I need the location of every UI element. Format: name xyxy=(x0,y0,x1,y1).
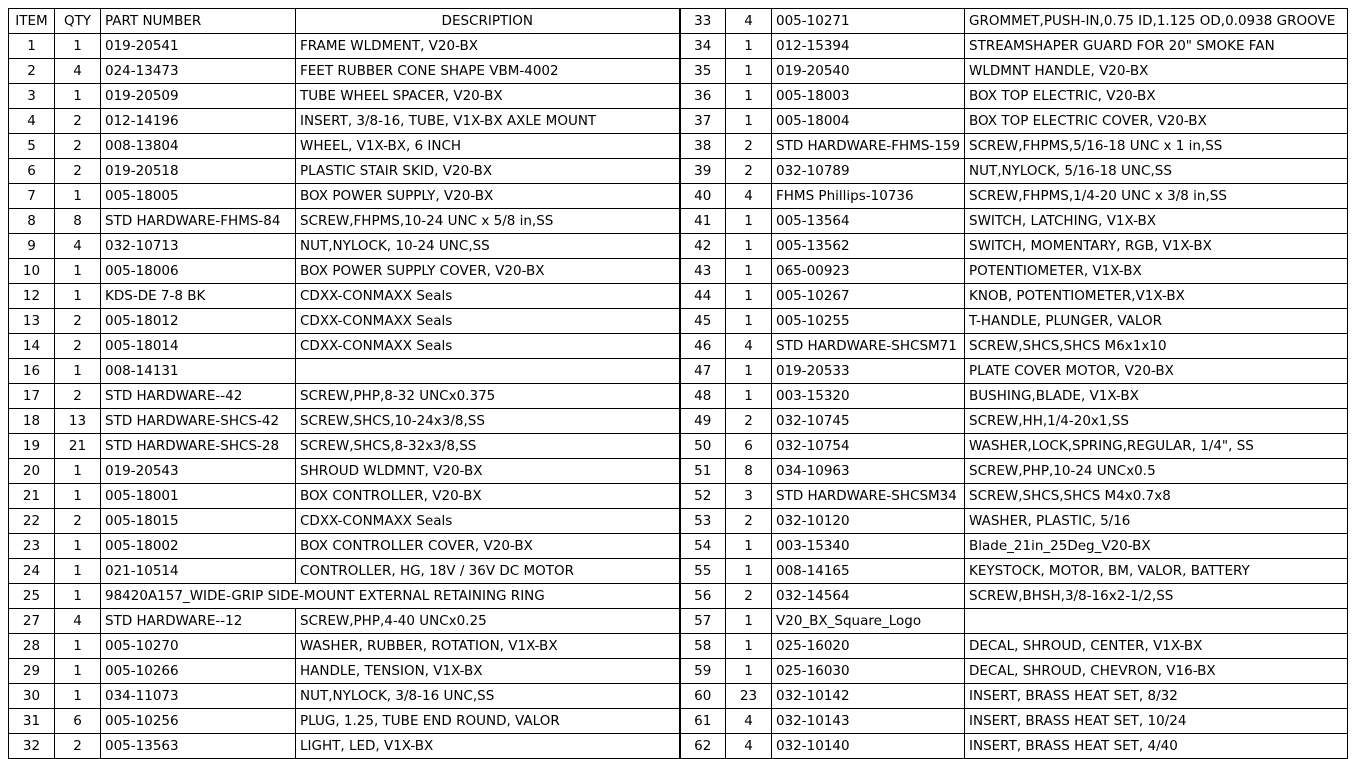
right-panel-qty: 4 xyxy=(726,9,772,34)
description-cell: INSERT, 3/8-16, TUBE, V1X-BX AXLE MOUNT xyxy=(296,109,680,134)
table-row xyxy=(9,309,1348,334)
description-cell xyxy=(296,359,680,384)
table-row xyxy=(9,84,1348,109)
description-cell: SCREW,PHP,10-24 UNCx0.5 xyxy=(965,459,1348,484)
description-cell: NUT,NYLOCK, 3/8-16 UNC,SS xyxy=(296,684,680,709)
description-cell: WHEEL, V1X-BX, 6 INCH xyxy=(296,134,680,159)
item-number-cell: 31 xyxy=(9,709,55,734)
table-row xyxy=(9,459,1348,484)
table-row xyxy=(9,159,1348,184)
item-number-cell: 21 xyxy=(9,484,55,509)
description-cell: T-HANDLE, PLUNGER, VALOR xyxy=(965,309,1348,334)
part-number-cell: 024-13473 xyxy=(101,59,296,84)
item-number-cell: 14 xyxy=(9,334,55,359)
part-number-header: PART NUMBER xyxy=(101,9,296,34)
part-number-cell: 005-18014 xyxy=(101,334,296,359)
quantity-cell: 1 xyxy=(55,84,101,109)
item-number-cell: 50 xyxy=(680,434,726,459)
quantity-cell: 2 xyxy=(726,509,772,534)
table-row xyxy=(9,584,1348,609)
quantity-cell: 2 xyxy=(55,734,101,759)
quantity-cell: 1 xyxy=(726,384,772,409)
quantity-cell: 1 xyxy=(55,634,101,659)
quantity-cell: 1 xyxy=(55,584,101,609)
quantity-cell: 1 xyxy=(726,234,772,259)
table-row xyxy=(9,334,1348,359)
table-row xyxy=(9,609,1348,634)
quantity-cell: 4 xyxy=(55,59,101,84)
part-number-cell: STD HARDWARE-SHCSM71 xyxy=(772,334,965,359)
description-cell: WLDMNT HANDLE, V20-BX xyxy=(965,59,1348,84)
item-number-cell: 22 xyxy=(9,509,55,534)
quantity-cell: 1 xyxy=(726,209,772,234)
quantity-cell: 1 xyxy=(55,559,101,584)
description-cell: INSERT, BRASS HEAT SET, 8/32 xyxy=(965,684,1348,709)
part-number-cell: 003-15320 xyxy=(772,384,965,409)
table-row xyxy=(9,34,1348,59)
table-row xyxy=(9,109,1348,134)
quantity-cell: 1 xyxy=(726,559,772,584)
item-number-cell: 8 xyxy=(9,209,55,234)
quantity-cell: 3 xyxy=(726,484,772,509)
part-number-cell: 005-18015 xyxy=(101,509,296,534)
description-cell: BOX TOP ELECTRIC COVER, V20-BX xyxy=(965,109,1348,134)
description-cell: SHROUD WLDMNT, V20-BX xyxy=(296,459,680,484)
part-number-cell: 005-13564 xyxy=(772,209,965,234)
part-number-cell: 025-16020 xyxy=(772,634,965,659)
description-cell: Blade_21in_25Deg_V20-BX xyxy=(965,534,1348,559)
part-number-cell: 025-16030 xyxy=(772,659,965,684)
description-cell: SCREW,PHP,4-40 UNCx0.25 xyxy=(296,609,680,634)
part-number-cell: 032-10713 xyxy=(101,234,296,259)
table-row xyxy=(9,209,1348,234)
quantity-cell: 1 xyxy=(726,109,772,134)
item-number-cell: 47 xyxy=(680,359,726,384)
description-cell: FRAME WLDMENT, V20-BX xyxy=(296,34,680,59)
description-cell: DECAL, SHROUD, CENTER, V1X-BX xyxy=(965,634,1348,659)
quantity-cell: 6 xyxy=(726,434,772,459)
item-number-cell: 48 xyxy=(680,384,726,409)
item-number-cell: 4 xyxy=(9,109,55,134)
part-number-cell: 032-10745 xyxy=(772,409,965,434)
quantity-cell: 2 xyxy=(726,134,772,159)
header-row xyxy=(9,9,1348,34)
part-number-cell: 008-13804 xyxy=(101,134,296,159)
description-cell: CDXX-CONMAXX Seals xyxy=(296,309,680,334)
table-row xyxy=(9,534,1348,559)
table-row xyxy=(9,59,1348,84)
part-number-cell: 019-20540 xyxy=(772,59,965,84)
item-number-cell: 17 xyxy=(9,384,55,409)
description-cell: DECAL, SHROUD, CHEVRON, V16-BX xyxy=(965,659,1348,684)
part-number-cell: 005-18003 xyxy=(772,84,965,109)
table-row xyxy=(9,184,1348,209)
quantity-cell: 2 xyxy=(726,409,772,434)
quantity-cell: 2 xyxy=(55,134,101,159)
part-number-cell: STD HARDWARE-FHMS-159 xyxy=(772,134,965,159)
part-number-cell: STD HARDWARE--12 xyxy=(101,609,296,634)
part-number-cell: 005-10266 xyxy=(101,659,296,684)
item-number-cell: 23 xyxy=(9,534,55,559)
quantity-cell: 1 xyxy=(55,534,101,559)
item-number-cell: 61 xyxy=(680,709,726,734)
description-cell xyxy=(965,609,1348,634)
quantity-cell: 1 xyxy=(55,284,101,309)
quantity-cell: 1 xyxy=(726,34,772,59)
quantity-cell: 1 xyxy=(726,309,772,334)
item-number-cell: 46 xyxy=(680,334,726,359)
description-cell: WASHER, RUBBER, ROTATION, V1X-BX xyxy=(296,634,680,659)
quantity-cell: 1 xyxy=(726,59,772,84)
quantity-cell: 1 xyxy=(726,609,772,634)
part-number-cell: 032-14564 xyxy=(772,584,965,609)
part-number-cell: 005-10267 xyxy=(772,284,965,309)
part-number-cell: 008-14165 xyxy=(772,559,965,584)
quantity-cell: 1 xyxy=(726,534,772,559)
quantity-cell: 8 xyxy=(726,459,772,484)
description-cell: SCREW,FHPMS,5/16-18 UNC x 1 in,SS xyxy=(965,134,1348,159)
part-number-cell: 019-20509 xyxy=(101,84,296,109)
item-number-cell: 62 xyxy=(680,734,726,759)
table-row xyxy=(9,409,1348,434)
part-number-cell: 019-20533 xyxy=(772,359,965,384)
quantity-cell: 1 xyxy=(55,359,101,384)
quantity-cell: 1 xyxy=(726,84,772,109)
description-cell: INSERT, BRASS HEAT SET, 4/40 xyxy=(965,734,1348,759)
item-number-cell: 52 xyxy=(680,484,726,509)
table-row xyxy=(9,734,1348,759)
quantity-cell: 6 xyxy=(55,709,101,734)
table-row xyxy=(9,384,1348,409)
description-cell: NUT,NYLOCK, 5/16-18 UNC,SS xyxy=(965,159,1348,184)
description-cell: SCREW,HH,1/4-20x1,SS xyxy=(965,409,1348,434)
table-row xyxy=(9,359,1348,384)
part-number-cell: 005-18006 xyxy=(101,259,296,284)
part-number-cell: 005-13562 xyxy=(772,234,965,259)
quantity-cell: 1 xyxy=(55,459,101,484)
description-cell: INSERT, BRASS HEAT SET, 10/24 xyxy=(965,709,1348,734)
part-number-cell: 032-10142 xyxy=(772,684,965,709)
item-number-cell: 44 xyxy=(680,284,726,309)
table-row xyxy=(9,284,1348,309)
item-number-cell: 57 xyxy=(680,609,726,634)
description-cell: BOX POWER SUPPLY COVER, V20-BX xyxy=(296,259,680,284)
quantity-cell: 1 xyxy=(55,484,101,509)
item-number-cell: 30 xyxy=(9,684,55,709)
description-cell: POTENTIOMETER, V1X-BX xyxy=(965,259,1348,284)
part-number-cell: 005-13563 xyxy=(101,734,296,759)
quantity-cell: 4 xyxy=(726,184,772,209)
right-panel-row: 33 xyxy=(680,9,726,34)
item-number-cell: 7 xyxy=(9,184,55,209)
table-row xyxy=(9,684,1348,709)
description-cell: TUBE WHEEL SPACER, V20-BX xyxy=(296,84,680,109)
item-header: ITEM xyxy=(9,9,55,34)
part-number-cell: 019-20518 xyxy=(101,159,296,184)
item-number-cell: 42 xyxy=(680,234,726,259)
item-number-cell: 56 xyxy=(680,584,726,609)
part-number-cell: 003-15340 xyxy=(772,534,965,559)
part-number-cell: 065-00923 xyxy=(772,259,965,284)
item-number-cell: 3 xyxy=(9,84,55,109)
description-cell: SWITCH, MOMENTARY, RGB, V1X-BX xyxy=(965,234,1348,259)
item-number-cell: 60 xyxy=(680,684,726,709)
description-cell: SCREW,SHCS,10-24x3/8,SS xyxy=(296,409,680,434)
quantity-cell: 2 xyxy=(55,109,101,134)
description-cell: SCREW,FHPMS,1/4-20 UNC x 3/8 in,SS xyxy=(965,184,1348,209)
description-header: DESCRIPTION xyxy=(296,9,680,34)
item-number-cell: 5 xyxy=(9,134,55,159)
description-cell: NUT,NYLOCK, 10-24 UNC,SS xyxy=(296,234,680,259)
part-number-cell: STD HARDWARE-FHMS-84 xyxy=(101,209,296,234)
item-number-cell: 1 xyxy=(9,34,55,59)
quantity-cell: 4 xyxy=(726,334,772,359)
table-row xyxy=(9,709,1348,734)
item-number-cell: 25 xyxy=(9,584,55,609)
quantity-cell: 13 xyxy=(55,409,101,434)
item-number-cell: 39 xyxy=(680,159,726,184)
part-number-cell: 019-20543 xyxy=(101,459,296,484)
description-cell: CDXX-CONMAXX Seals xyxy=(296,334,680,359)
item-number-cell: 18 xyxy=(9,409,55,434)
item-number-cell: 6 xyxy=(9,159,55,184)
bom-table-body xyxy=(9,9,1348,759)
item-number-cell: 58 xyxy=(680,634,726,659)
item-number-cell: 36 xyxy=(680,84,726,109)
item-number-cell: 10 xyxy=(9,259,55,284)
part-number-cell: 032-10120 xyxy=(772,509,965,534)
description-cell: SCREW,SHCS,8-32x3/8,SS xyxy=(296,434,680,459)
quantity-cell: 21 xyxy=(55,434,101,459)
item-number-cell: 24 xyxy=(9,559,55,584)
item-number-cell: 34 xyxy=(680,34,726,59)
description-cell: CONTROLLER, HG, 18V / 36V DC MOTOR xyxy=(296,559,680,584)
description-cell: BOX TOP ELECTRIC, V20-BX xyxy=(965,84,1348,109)
item-number-cell: 19 xyxy=(9,434,55,459)
table-row xyxy=(9,134,1348,159)
bill-of-materials-table xyxy=(8,8,1348,759)
item-number-cell: 40 xyxy=(680,184,726,209)
part-number-cell: 005-10256 xyxy=(101,709,296,734)
table-row xyxy=(9,484,1348,509)
right-panel-part-number: 005-10271 xyxy=(772,9,965,34)
quantity-cell: 4 xyxy=(726,734,772,759)
description-cell: SWITCH, LATCHING, V1X-BX xyxy=(965,209,1348,234)
description-cell: WASHER,LOCK,SPRING,REGULAR, 1/4", SS xyxy=(965,434,1348,459)
part-number-cell: 008-14131 xyxy=(101,359,296,384)
item-number-cell: 27 xyxy=(9,609,55,634)
part-number-cell: 032-10789 xyxy=(772,159,965,184)
item-number-cell: 54 xyxy=(680,534,726,559)
part-number-cell: 032-10143 xyxy=(772,709,965,734)
quantity-cell: 2 xyxy=(55,309,101,334)
part-number-cell: 032-10754 xyxy=(772,434,965,459)
part-number-cell: STD HARDWARE-SHCS-28 xyxy=(101,434,296,459)
item-number-cell: 37 xyxy=(680,109,726,134)
table-row xyxy=(9,634,1348,659)
quantity-cell: 2 xyxy=(55,384,101,409)
description-cell: BUSHING,BLADE, V1X-BX xyxy=(965,384,1348,409)
quantity-cell: 1 xyxy=(726,284,772,309)
item-number-cell: 38 xyxy=(680,134,726,159)
part-number-cell: 005-18012 xyxy=(101,309,296,334)
description-cell: PLASTIC STAIR SKID, V20-BX xyxy=(296,159,680,184)
item-number-cell: 13 xyxy=(9,309,55,334)
quantity-cell: 1 xyxy=(55,259,101,284)
quantity-cell: 2 xyxy=(55,334,101,359)
description-cell: KNOB, POTENTIOMETER,V1X-BX xyxy=(965,284,1348,309)
quantity-cell: 4 xyxy=(55,609,101,634)
description-cell: SCREW,BHSH,3/8-16x2-1/2,SS xyxy=(965,584,1348,609)
item-number-cell: 45 xyxy=(680,309,726,334)
description-cell: KEYSTOCK, MOTOR, BM, VALOR, BATTERY xyxy=(965,559,1348,584)
part-number-cell: 005-10255 xyxy=(772,309,965,334)
quantity-cell: 2 xyxy=(55,509,101,534)
part-number-cell: 005-18004 xyxy=(772,109,965,134)
part-number-cell: 032-10140 xyxy=(772,734,965,759)
table-row xyxy=(9,509,1348,534)
item-number-cell: 49 xyxy=(680,409,726,434)
item-number-cell: 20 xyxy=(9,459,55,484)
item-number-cell: 12 xyxy=(9,284,55,309)
quantity-cell: 1 xyxy=(55,659,101,684)
table-row xyxy=(9,259,1348,284)
part-number-cell: STD HARDWARE-SHCSM34 xyxy=(772,484,965,509)
item-number-cell: 35 xyxy=(680,59,726,84)
description-cell: PLATE COVER MOTOR, V20-BX xyxy=(965,359,1348,384)
part-number-cell: STD HARDWARE--42 xyxy=(101,384,296,409)
quantity-cell: 8 xyxy=(55,209,101,234)
description-cell: BOX CONTROLLER, V20-BX xyxy=(296,484,680,509)
part-number-cell: 005-18002 xyxy=(101,534,296,559)
item-number-cell: 9 xyxy=(9,234,55,259)
part-number-cell: 98420A157_WIDE-GRIP SIDE-MOUNT EXTERNAL RETAINING RING xyxy=(101,584,680,609)
part-number-cell: 034-11073 xyxy=(101,684,296,709)
description-cell: WASHER, PLASTIC, 5/16 xyxy=(965,509,1348,534)
part-number-cell: 034-10963 xyxy=(772,459,965,484)
item-number-cell: 59 xyxy=(680,659,726,684)
description-cell: HANDLE, TENSION, V1X-BX xyxy=(296,659,680,684)
description-cell: SCREW,SHCS,SHCS M4x0.7x8 xyxy=(965,484,1348,509)
table-row xyxy=(9,559,1348,584)
item-number-cell: 32 xyxy=(9,734,55,759)
description-cell: CDXX-CONMAXX Seals xyxy=(296,284,680,309)
item-number-cell: 53 xyxy=(680,509,726,534)
description-cell: BOX POWER SUPPLY, V20-BX xyxy=(296,184,680,209)
description-cell: LIGHT, LED, V1X-BX xyxy=(296,734,680,759)
part-number-cell: 005-10270 xyxy=(101,634,296,659)
description-cell: STREAMSHAPER GUARD FOR 20" SMOKE FAN xyxy=(965,34,1348,59)
qty-header: QTY xyxy=(55,9,101,34)
part-number-cell: 005-18005 xyxy=(101,184,296,209)
table-row xyxy=(9,434,1348,459)
description-cell: SCREW,SHCS,SHCS M6x1x10 xyxy=(965,334,1348,359)
item-number-cell: 16 xyxy=(9,359,55,384)
quantity-cell: 2 xyxy=(726,159,772,184)
description-cell: PLUG, 1.25, TUBE END ROUND, VALOR xyxy=(296,709,680,734)
part-number-cell: 005-18001 xyxy=(101,484,296,509)
part-number-cell: 019-20541 xyxy=(101,34,296,59)
part-number-cell: 012-15394 xyxy=(772,34,965,59)
part-number-cell: V20_BX_Square_Logo xyxy=(772,609,965,634)
description-cell: BOX CONTROLLER COVER, V20-BX xyxy=(296,534,680,559)
quantity-cell: 1 xyxy=(726,359,772,384)
quantity-cell: 23 xyxy=(726,684,772,709)
description-cell: FEET RUBBER CONE SHAPE VBM-4002 xyxy=(296,59,680,84)
table-row xyxy=(9,659,1348,684)
part-number-cell: FHMS Phillips-10736 xyxy=(772,184,965,209)
item-number-cell: 51 xyxy=(680,459,726,484)
part-number-cell: KDS-DE 7-8 BK xyxy=(101,284,296,309)
quantity-cell: 4 xyxy=(726,709,772,734)
part-number-cell: 021-10514 xyxy=(101,559,296,584)
table-row xyxy=(9,234,1348,259)
quantity-cell: 1 xyxy=(726,634,772,659)
quantity-cell: 1 xyxy=(726,259,772,284)
description-cell: SCREW,PHP,8-32 UNCx0.375 xyxy=(296,384,680,409)
part-number-cell: STD HARDWARE-SHCS-42 xyxy=(101,409,296,434)
item-number-cell: 55 xyxy=(680,559,726,584)
item-number-cell: 43 xyxy=(680,259,726,284)
quantity-cell: 2 xyxy=(55,159,101,184)
quantity-cell: 1 xyxy=(55,34,101,59)
quantity-cell: 4 xyxy=(55,234,101,259)
quantity-cell: 1 xyxy=(55,684,101,709)
quantity-cell: 2 xyxy=(726,584,772,609)
item-number-cell: 28 xyxy=(9,634,55,659)
quantity-cell: 1 xyxy=(726,659,772,684)
part-number-cell: 012-14196 xyxy=(101,109,296,134)
description-cell: CDXX-CONMAXX Seals xyxy=(296,509,680,534)
quantity-cell: 1 xyxy=(55,184,101,209)
item-number-cell: 41 xyxy=(680,209,726,234)
item-number-cell: 2 xyxy=(9,59,55,84)
item-number-cell: 29 xyxy=(9,659,55,684)
right-panel-description: GROMMET,PUSH-IN,0.75 ID,1.125 OD,0.0938 GROOVE xyxy=(965,9,1348,34)
description-cell: SCREW,FHPMS,10-24 UNC x 5/8 in,SS xyxy=(296,209,680,234)
